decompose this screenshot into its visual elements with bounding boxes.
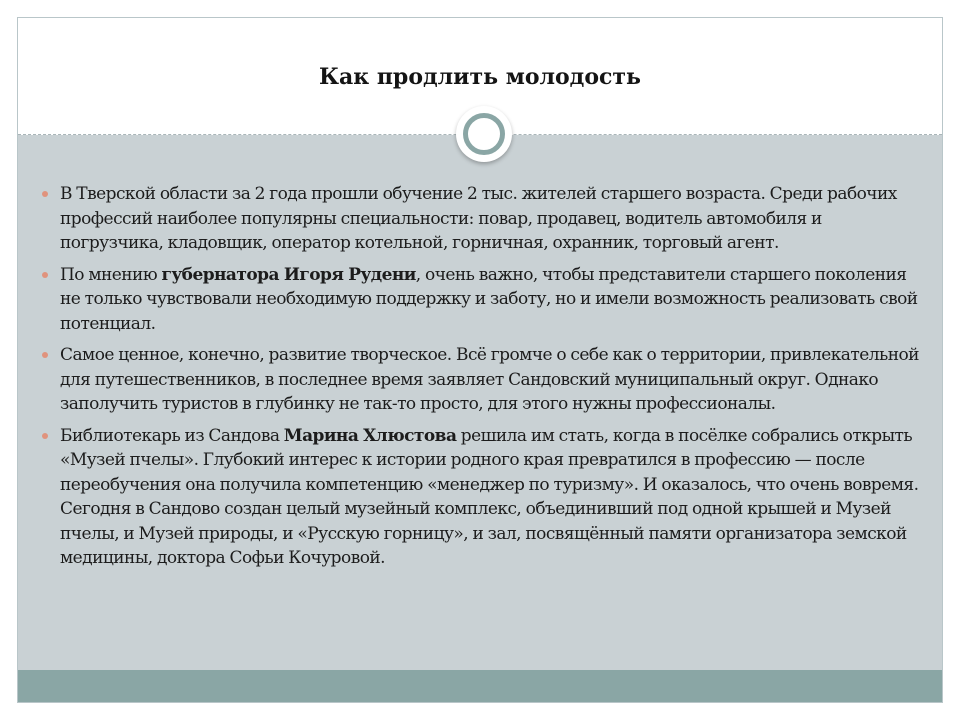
bullet-bold-name: Марина Хлюстова xyxy=(283,425,457,446)
bullet-text-before: Библиотекарь из Сандова xyxy=(60,425,284,446)
bullet-text-after: , очень важно, чтобы представители старшего поколения не только чувствовали необходимую поддержку и заботу, но и имели возможность реализовать свой потенциал. xyxy=(60,264,918,334)
bullet-text-after: решила им стать, когда в посёлке собрались открыть «Музей пчелы». Глубокий интерес к истории родного края превратился в профессию — после переобучения она получила компетенцию «менеджер по туризму». И оказалось, что очень вовремя. Сегодня в Сандово создан целый музейный комплекс, объединивший под одной крышей и Музей пчелы, и Музей природы, и «Русскую горницу», и зал, посвящённый памяти организатора земской медицины, доктора Софьи Кочуровой. xyxy=(60,425,919,568)
bullet-text: В Тверской области за 2 года прошли обучение 2 тыс. жителей старшего возраста. Среди рабочих профессий наиболее популярны специальности: повар, продавец, водитель автомобиля и погрузчика, кладовщик, оператор котельной, горничная, охранник, торговый агент. xyxy=(60,184,897,253)
bullet-item-3 xyxy=(40,343,920,417)
bullet-dot-icon xyxy=(42,191,48,197)
bullet-dot-icon xyxy=(42,433,48,439)
slide-title: Как продлить молодость xyxy=(319,64,641,90)
slide-frame xyxy=(17,17,943,703)
bullet-text-before: По мнению xyxy=(60,264,162,285)
content-area xyxy=(18,135,942,670)
bullet-item-1 xyxy=(40,182,920,256)
bullet-dot-icon xyxy=(42,352,48,358)
bullet-dot-icon xyxy=(42,272,48,278)
bullet-item-4 xyxy=(40,424,920,571)
ring-icon xyxy=(456,106,512,162)
ring-inner xyxy=(463,113,505,155)
bullet-bold-name: губернатора Игоря Рудени xyxy=(161,264,416,285)
bullet-list xyxy=(40,182,920,578)
footer-bar xyxy=(18,670,942,702)
bullet-text: Самое ценное, конечно, развитие творческое. Всё громче о себе как о территории, привлекательной для путешественников, в последнее время заявляет Сандовский муниципальный округ. Однако заполучить туристов в глубинку не так-то просто, для этого нужны профессионалы. xyxy=(60,345,919,414)
bullet-item-2 xyxy=(40,263,920,337)
